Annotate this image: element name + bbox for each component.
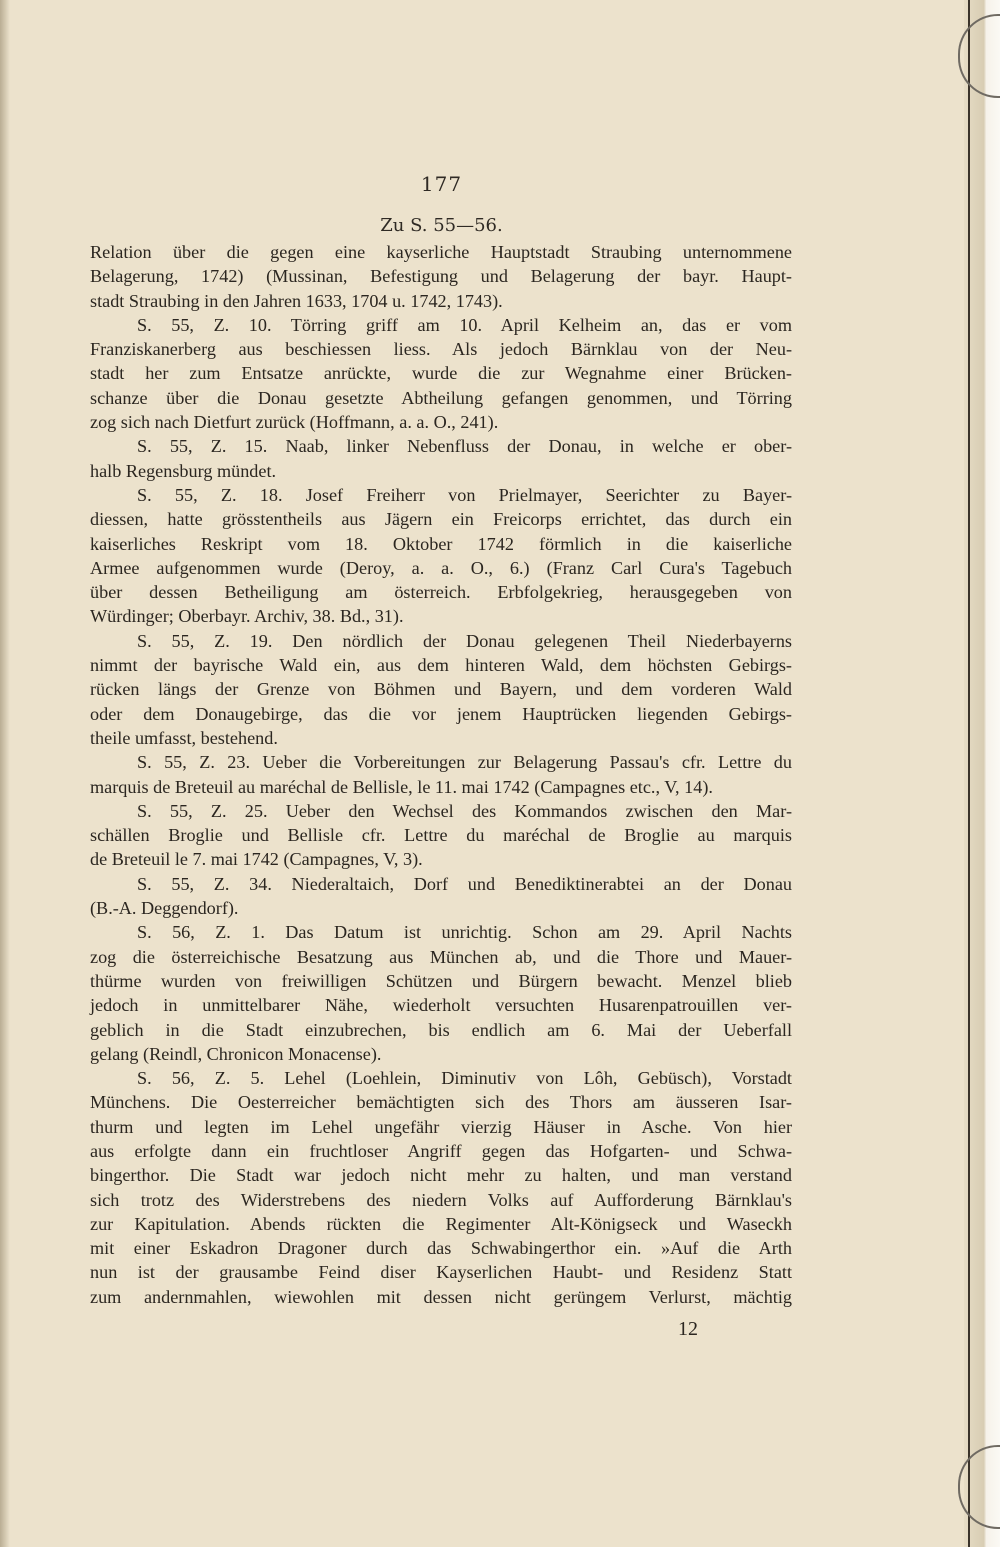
- text-line: oder dem Donaugebirge, das die vor jenem Hauptrücken liegenden Gebirgs-: [90, 703, 792, 724]
- text-line: bingerthor. Die Stadt war jedoch nicht mehr zu halten, und man verstand: [90, 1165, 792, 1186]
- text-line: Münchens. Die Oesterreicher bemächtigten sich des Thors am äusseren Isar-: [90, 1092, 792, 1113]
- text-line: Franziskanerberg aus beschiessen liess. Als jedoch Bärnklau von der Neu-: [90, 339, 792, 360]
- page-number: 177: [420, 172, 463, 196]
- text-line: kaiserliches Reskript vom 18. Oktober 1742 förmlich in die kaiserliche: [90, 533, 792, 554]
- text-line: nun ist der grausambe Feind diser Kayserlichen Haubt- und Residenz Statt: [90, 1262, 792, 1283]
- text-line: thurm und legten im Lehel ungefähr vierzig Häuser in Asche. Von hier: [90, 1116, 792, 1137]
- text-line: nimmt der bayrische Wald ein, aus dem hinteren Wald, dem höchsten Gebirgs-: [90, 655, 792, 676]
- text-line: zur Kapitulation. Abends rückten die Regimenter Alt-Königseck und Waseckh: [90, 1213, 792, 1234]
- text-line: (B.-A. Deggendorf).: [90, 898, 239, 919]
- page-edge-line: [968, 0, 970, 1547]
- text-line: S. 55, Z. 34. Niederaltaich, Dorf und Benediktinerabtei an der Donau: [137, 873, 792, 894]
- text-line: S. 55, Z. 23. Ueber die Vorbereitungen zur Belagerung Passau's cfr. Lettre du: [137, 752, 792, 773]
- text-line: stadt Straubing in den Jahren 1633, 1704 u. 1742, 1743).: [90, 290, 503, 311]
- signature-mark: 12: [678, 1318, 698, 1340]
- text-line: S. 56, Z. 5. Lehel (Loehlein, Diminutiv von Lôh, Gebüsch), Vorstadt: [137, 1068, 792, 1089]
- text-line: halb Regensburg mündet.: [90, 460, 277, 481]
- text-line: S. 55, Z. 10. Törring griff am 10. April Kelheim an, das er vom: [137, 314, 792, 335]
- text-line: schanze über die Donau gesetzte Abtheilung gefangen genommen, und Törring: [90, 387, 792, 408]
- text-line: zum andernmahlen, wiewohlen mit dessen nicht gerüngem Verlurst, mächtig: [90, 1286, 792, 1307]
- text-line: über dessen Betheiligung am österreich. Erbfolgekrieg, herausgegeben von: [90, 582, 792, 603]
- text-line: S. 55, Z. 19. Den nördlich der Donau gelegenen Theil Niederbayerns: [137, 630, 792, 651]
- text-line: mit einer Eskadron Dragoner durch das Schwabingerthor ein. »Auf die Arth: [90, 1238, 792, 1259]
- text-line: Armee aufgenommen wurde (Deroy, a. a. O., 6.) (Franz Carl Cura's Tagebuch: [90, 557, 792, 578]
- text-line: Würdinger; Oberbayr. Archiv, 38. Bd., 31).: [90, 606, 404, 627]
- section-heading: Zu S. 55—56.: [380, 215, 503, 236]
- text-line: schällen Broglie und Bellisle cfr. Lettre du maréchal de Broglie au marquis: [90, 825, 792, 846]
- text-line: aus erfolgte dann ein fruchtloser Angriff gegen das Hofgarten- und Schwa-: [90, 1140, 792, 1161]
- text-line: marquis de Breteuil au maréchal de Bellisle, le 11. mai 1742 (Campagnes etc., V, 14).: [90, 776, 713, 797]
- text-line: Belagerung, 1742) (Mussinan, Befestigung und Belagerung der bayr. Haupt-: [90, 266, 792, 287]
- text-line: theile umfasst, bestehend.: [90, 727, 278, 748]
- text-line: rücken längs der Grenze von Böhmen und Bayern, und dem vorderen Wald: [90, 679, 792, 700]
- text-line: de Breteuil le 7. mai 1742 (Campagnes, V, 3).: [90, 849, 423, 870]
- text-line: jedoch in unmittelbarer Nähe, wiederholt versuchten Husarenpatrouillen ver-: [90, 995, 792, 1016]
- text-line: geblich in die Stadt einzubrechen, bis endlich am 6. Mai der Ueberfall: [90, 1019, 792, 1040]
- text-line: zog sich nach Dietfurt zurück (Hoffmann, a. a. O., 241).: [90, 412, 499, 433]
- text-line: stadt her zum Entsatze anrückte, wurde die zur Wegnahme einer Brücken-: [90, 363, 792, 384]
- text-line: Relation über die gegen eine kayserliche Hauptstadt Straubing unternommene: [90, 242, 792, 262]
- text-line: S. 55, Z. 15. Naab, linker Nebenfluss der Donau, in welche er ober-: [137, 436, 792, 457]
- body-text: [90, 240, 792, 1309]
- text-line: thürme wurden von freiwilligen Schützen und Bürgern bewacht. Menzel blieb: [90, 970, 792, 991]
- text-line: zog die österreichische Besatzung aus München ab, und die Thore und Mauer-: [90, 946, 792, 967]
- text-line: diessen, hatte grösstentheils aus Jägern ein Freicorps errichtet, das durch ein: [90, 509, 792, 530]
- text-line: S. 56, Z. 1. Das Datum ist unrichtig. Schon am 29. April Nachts: [137, 922, 792, 943]
- text-line: S. 55, Z. 18. Josef Freiherr von Prielmayer, Seerichter zu Bayer-: [137, 484, 792, 505]
- text-line: gelang (Reindl, Chronicon Monacense).: [90, 1043, 382, 1064]
- text-line: S. 55, Z. 25. Ueber den Wechsel des Kommandos zwischen den Mar-: [137, 800, 792, 821]
- text-line: sich trotz des Widerstrebens des niedern Volks auf Aufforderung Bärnklau's: [90, 1189, 792, 1210]
